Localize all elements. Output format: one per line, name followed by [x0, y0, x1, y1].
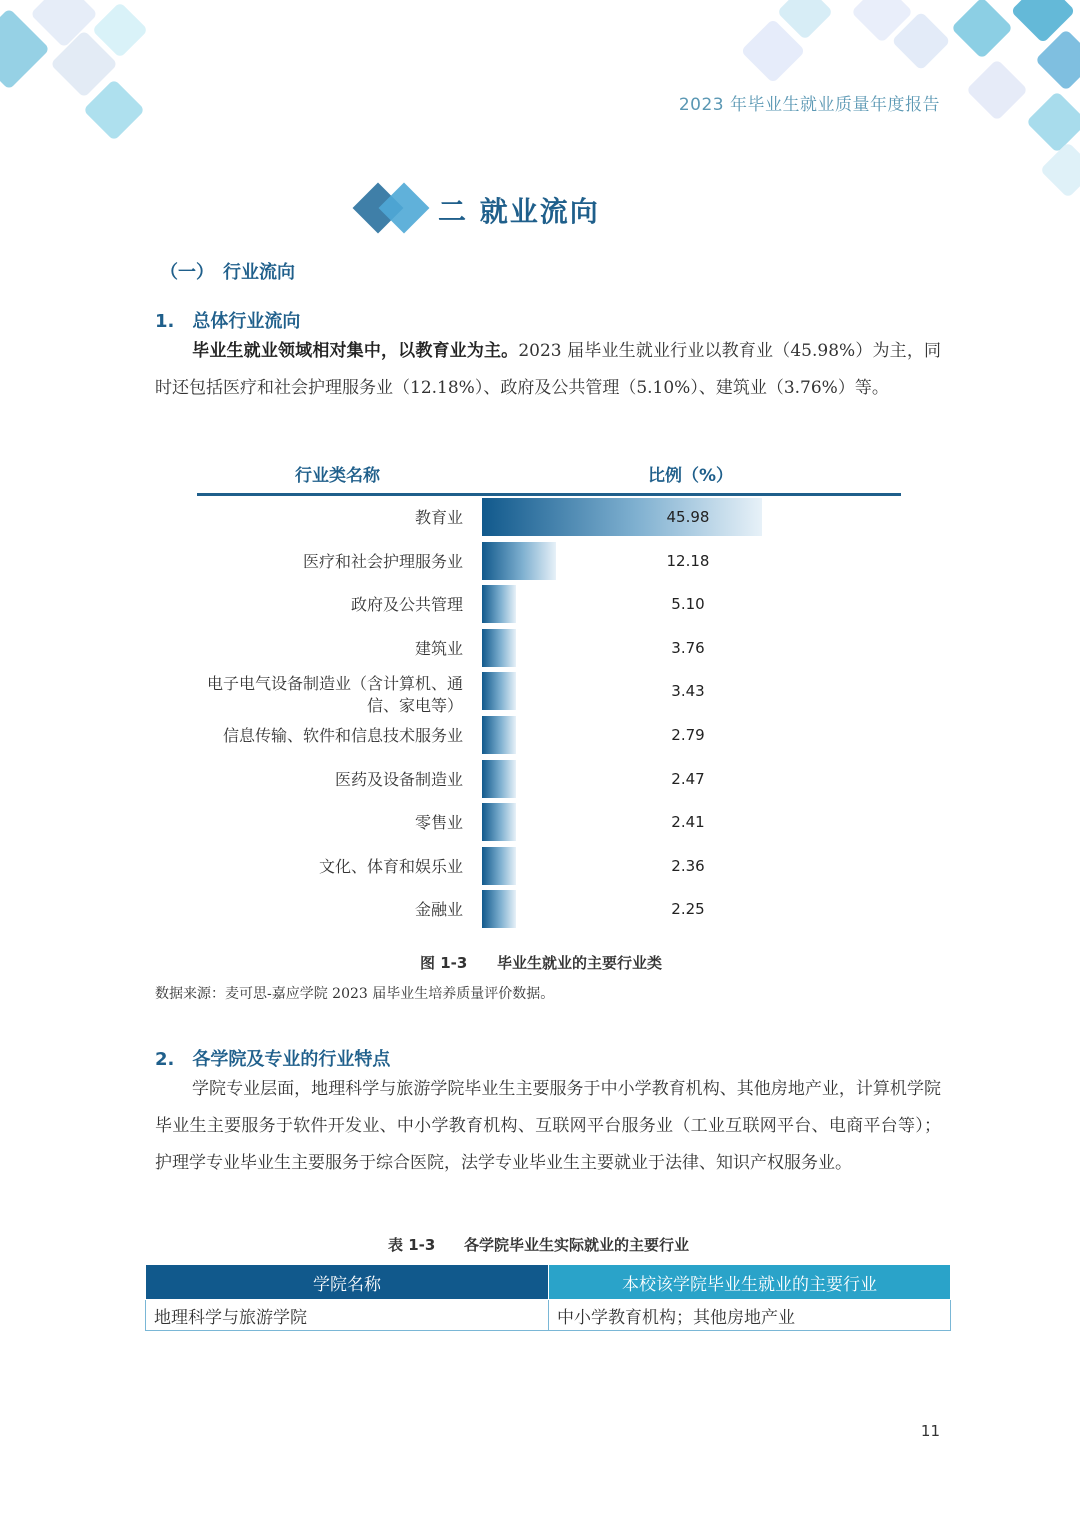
- table-header-industry: 本校该学院毕业生就业的主要行业: [549, 1265, 951, 1300]
- chart-category-label: 零售业: [414, 813, 463, 833]
- chart-value-label: 5.10: [671, 595, 705, 614]
- table-label: 表 1-3: [388, 1236, 436, 1254]
- chart-bar: [482, 585, 516, 623]
- page-number: 11: [920, 1422, 940, 1440]
- chart-value-label: 2.79: [671, 726, 705, 744]
- chart-category-label: 医药及设备制造业: [334, 769, 463, 789]
- chart-value-label: 2.47: [671, 769, 705, 788]
- chart-header-value: 比例（%）: [648, 466, 734, 486]
- chart-bar: [482, 672, 516, 710]
- figure-label: 图 1-3: [420, 954, 468, 972]
- chart-value-label: 3.76: [671, 638, 705, 657]
- decoration-diamond: [966, 59, 1028, 121]
- chart-bar: [482, 629, 516, 667]
- figure-source: 数据来源：麦可思-嘉应学院 2023 届毕业生培养质量评价数据。: [155, 986, 555, 1002]
- chart-bar: [482, 847, 516, 885]
- part1-paragraph: [155, 333, 941, 407]
- chart-value-label: 3.43: [671, 682, 705, 701]
- college-industry-table: [145, 1264, 951, 1331]
- part1-title: 1. 总体行业流向: [155, 311, 301, 332]
- chart-bar: [482, 716, 516, 754]
- decoration-diamond: [1040, 142, 1080, 199]
- decoration-diamond: [951, 0, 1013, 59]
- industry-bar-chart: [195, 455, 901, 935]
- section-title-text: 二 就业流向: [438, 195, 600, 228]
- part2-body: 学院专业层面，地理科学与旅游学院毕业生主要服务于中小学教育机构、其他房地产业，计算机学院毕业生主要服务于软件开发业、中小学教育机构、互联网平台服务业（工业互联网平台、电商平台等）；护理学专业毕业生主要服务于综合医院，法学专业毕业生主要就业于法律、知识产权服务业。: [155, 1079, 941, 1173]
- table-row: [146, 1300, 951, 1331]
- chart-bar: [482, 890, 516, 928]
- part2-title: 2. 各学院及专业的行业特点: [155, 1049, 391, 1070]
- chart-category-label: 政府及公共管理: [350, 595, 463, 615]
- part2-paragraph: [155, 1071, 941, 1182]
- chart-value-label: 2.25: [671, 900, 705, 919]
- decoration-diamond: [1026, 91, 1080, 153]
- table-title: 各学院毕业生实际就业的主要行业: [464, 1236, 690, 1254]
- report-header: 2023 年毕业生就业质量年度报告: [678, 95, 940, 115]
- table-cell-industry: 中小学教育机构；其他房地产业: [549, 1300, 951, 1331]
- table-header-college: 学院名称: [146, 1265, 549, 1300]
- part1-lead: 毕业生就业领域相对集中，以教育业为主。: [192, 341, 519, 361]
- chart-bar: [482, 803, 516, 841]
- figure-title: 毕业生就业的主要行业类: [497, 954, 663, 972]
- part1-body: 2023 届毕业生就业行业以教育业（45.98%）为主，同时还包括医疗和社会护理服务业（12.18%）、政府及公共管理（5.10%）、建筑业（3.76%）等。: [155, 341, 941, 398]
- chart-category-label: 建筑业: [414, 638, 463, 658]
- chart-value-label: 45.98: [666, 508, 710, 526]
- chart-bar: [482, 542, 556, 580]
- chart-category-label: 教育业: [414, 508, 463, 527]
- table-cell-college: 地理科学与旅游学院: [146, 1300, 549, 1331]
- chart-category-label: 医疗和社会护理服务业: [302, 551, 463, 571]
- chart-category-label: 金融业: [414, 900, 463, 920]
- chart-header-rule: [197, 493, 901, 496]
- chart-value-label: 2.41: [671, 813, 705, 832]
- chart-category-label: 电子电气设备制造业（含计算机、通信、家电等）: [206, 674, 463, 716]
- chart-bar: [482, 760, 516, 798]
- chart-category-label: 信息传输、软件和信息技术服务业: [222, 726, 463, 745]
- subsection-title: （一） 行业流向: [160, 262, 295, 283]
- chart-value-label: 12.18: [666, 551, 710, 570]
- chart-category-label: 文化、体育和娱乐业: [318, 856, 463, 876]
- chart-value-label: 2.36: [671, 856, 705, 875]
- section-title: [352, 182, 712, 238]
- table-header-row: [146, 1265, 951, 1300]
- chart-header-category: 行业类名称: [295, 466, 380, 486]
